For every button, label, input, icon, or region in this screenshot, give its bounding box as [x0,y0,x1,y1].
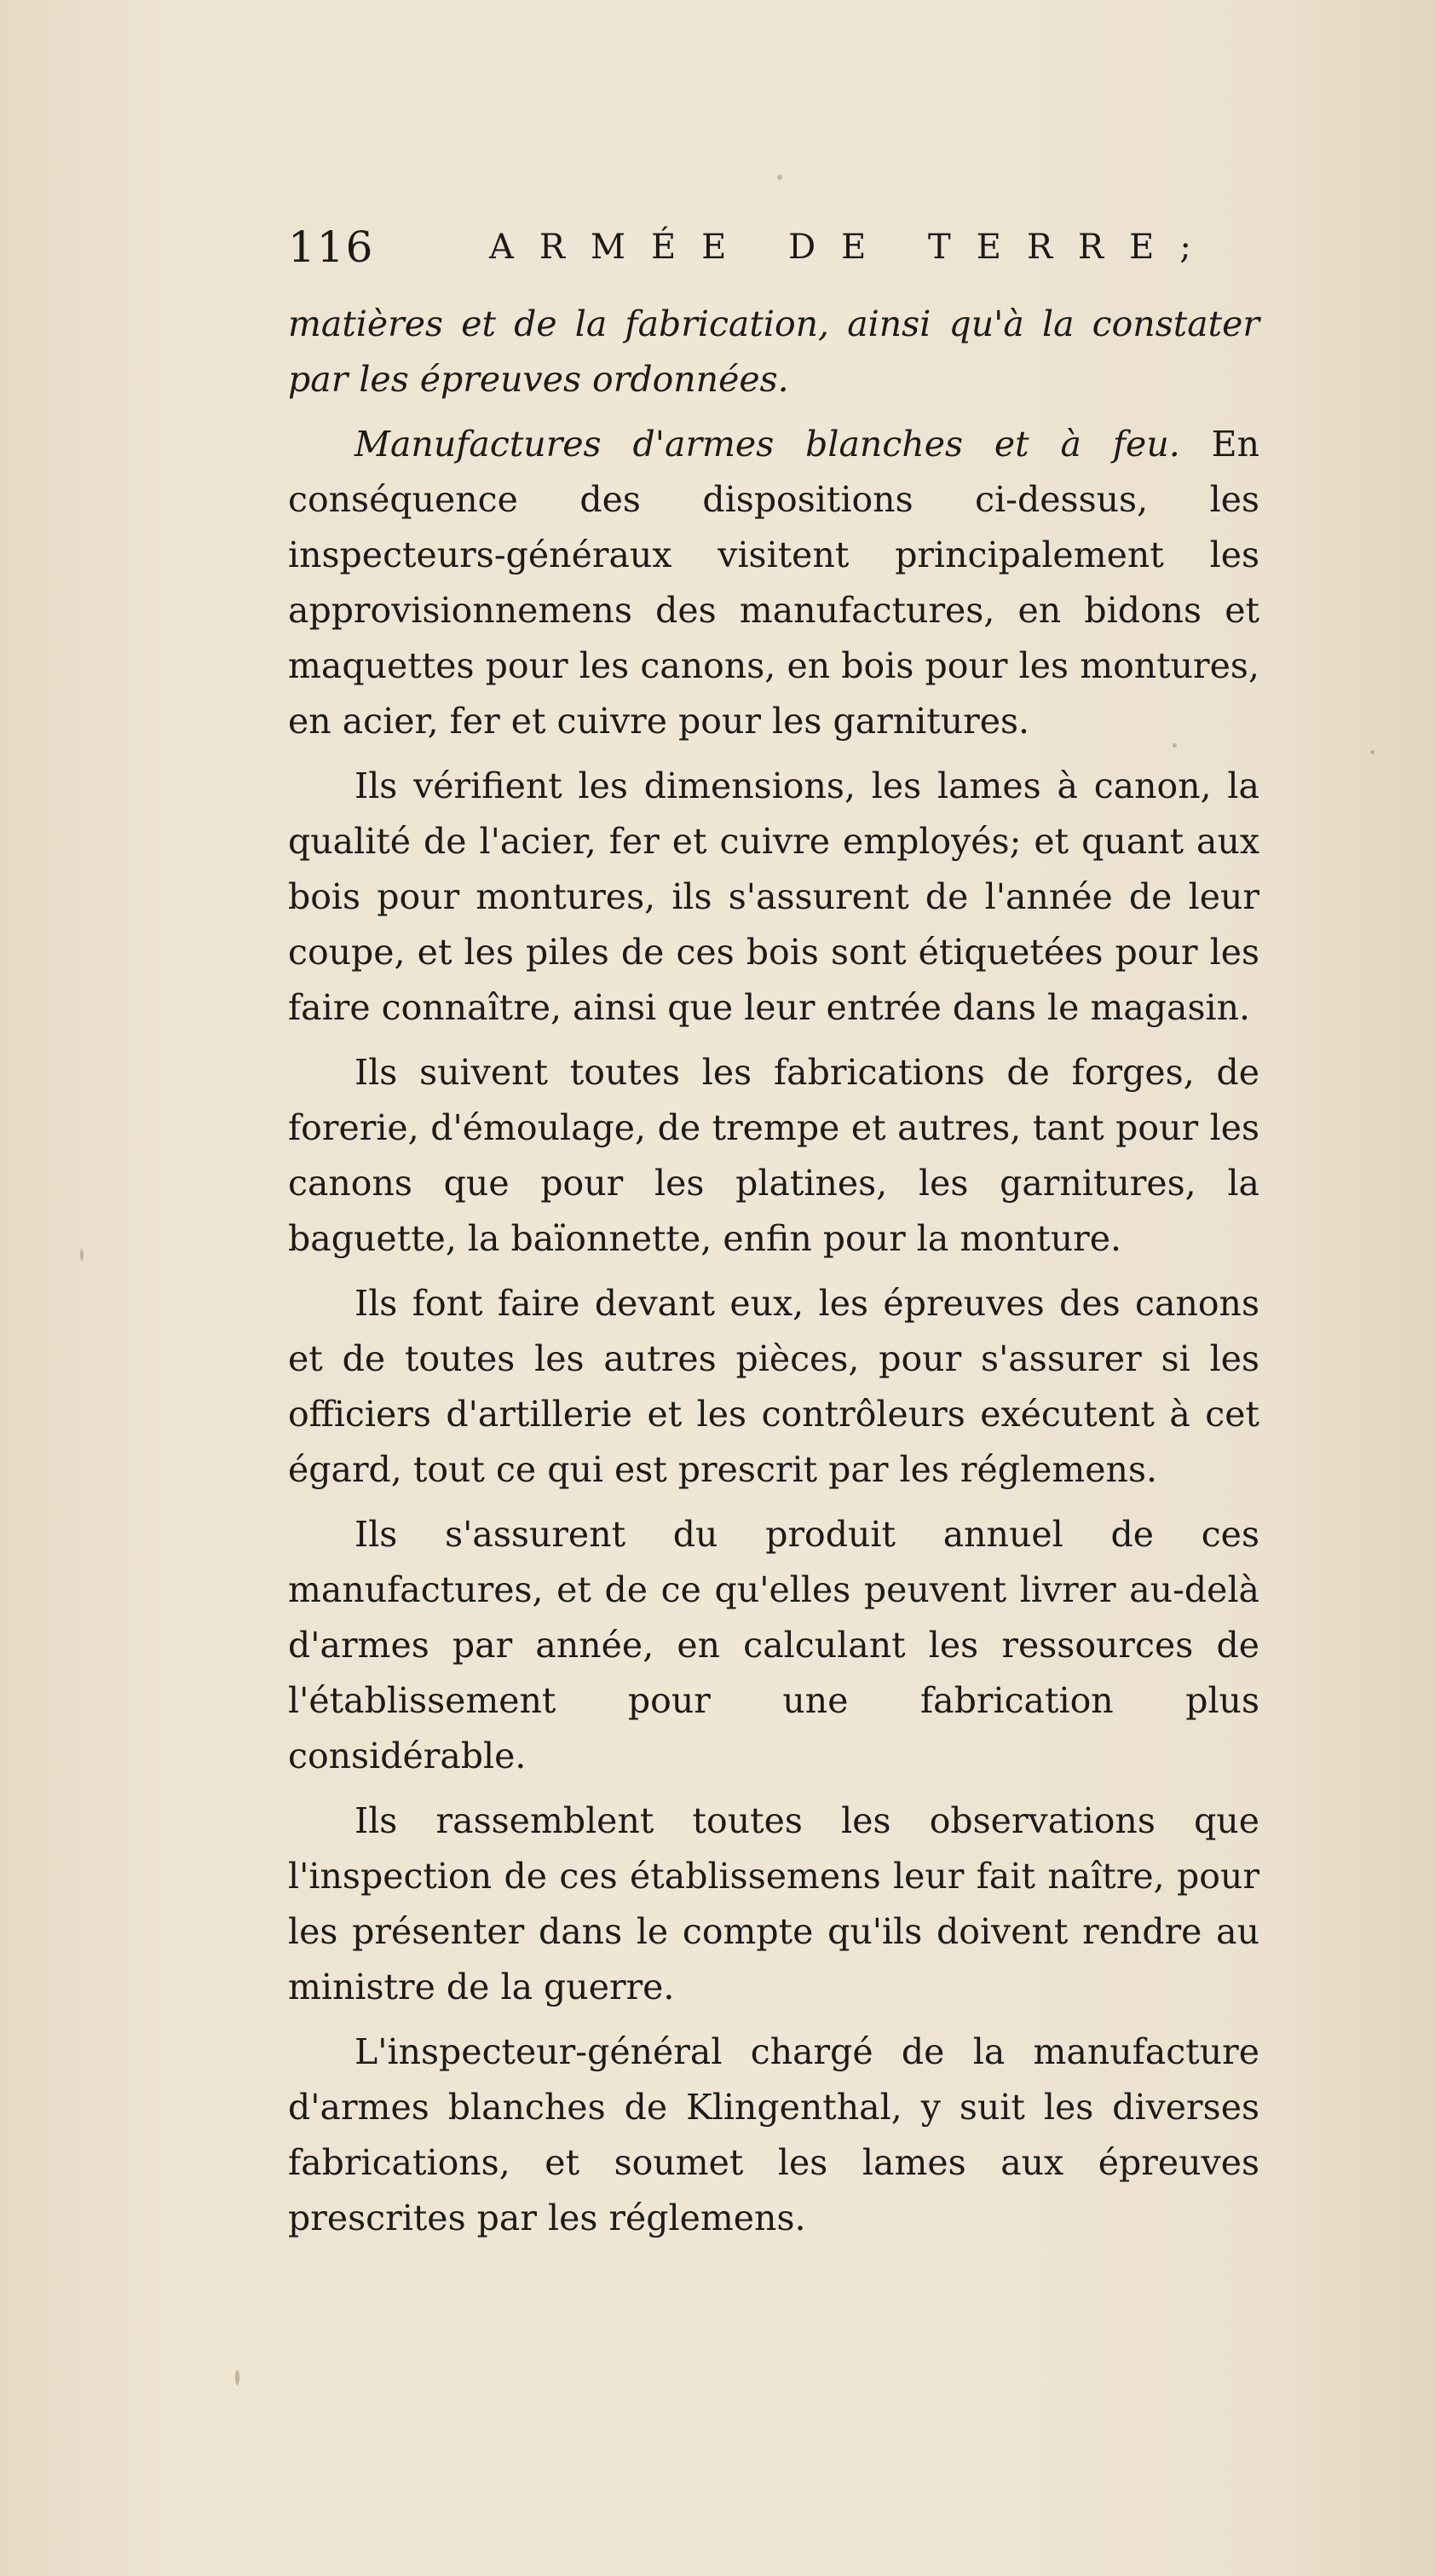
paragraph [288,417,1259,749]
paragraph-text: L'inspecteur-général chargé de la manufacture d'armes blanches de Klingenthal, y suit les diverses fabrications, et soumet les lames aux épreuves prescrites par les réglemens. [288,2031,1259,2238]
italic-phrase: matières et de la fabrication, ainsi qu'à la constater par les épreuves ordonnées. [288,303,1259,400]
paragraph-text: Ils vérifient les dimensions, les lames à canon, la qualité de l'acier, fer et cuivre employés; et quant aux bois pour montures, ils s'assurent de l'année de leur coupe, et les piles de ces bois sont étiquetées pour les faire connaître, ainsi que leur entrée dans le magasin. [288,765,1259,1028]
paragraph [288,297,1259,407]
paragraph [288,759,1259,1036]
page-number: 116 [288,222,375,272]
paragraph [288,1045,1259,1267]
paragraph [288,1276,1259,1498]
running-head: ARMÉE DE TERRE; [489,228,1217,267]
paragraph-text: En conséquence des dispositions ci-dessus, les inspecteurs-généraux visitent principalement les approvisionnemens des manufactures, en bidons et maquettes pour les canons, en bois pour les montures, en acier, fer et cuivre pour les garnitures. [288,424,1259,742]
paragraph [288,2024,1259,2246]
paragraph-text: Ils font faire devant eux, les épreuves des canons et de toutes les autres pièces, pour s'assurer si les officiers d'artillerie et les contrôleurs exécutent à cet égard, tout ce qui est prescrit par les réglemens. [288,1283,1259,1490]
paragraph [288,1507,1259,1784]
section-heading: Manufactures d'armes blanches et à feu. [354,424,1180,465]
paper-speck [235,2370,239,2385]
paragraph-text: Ils rassemblent toutes les observations que l'inspection de ces établissemens leur fait naître, pour les présenter dans le compte qu'ils doivent rendre au ministre de la guerre. [288,1800,1259,2007]
paragraph-text: Ils suivent toutes les fabrications de forges, de forerie, d'émoulage, de trempe et autres, tant pour les canons que pour les platines, les garnitures, la baguette, la baïonnette, enfin pour la monture. [288,1052,1259,1259]
paper-speck [1370,750,1374,754]
body-text [288,297,1259,2255]
page-header [288,213,1259,281]
paper-speck [777,175,782,180]
paragraph [288,1793,1259,2015]
paper-speck [80,1249,84,1261]
paragraph-text: Ils s'assurent du produit annuel de ces manufactures, et de ce qu'elles peuvent livrer au-delà d'armes par année, en calculant les ressources de l'établissement pour une fabrication plus considérable. [288,1514,1259,1776]
